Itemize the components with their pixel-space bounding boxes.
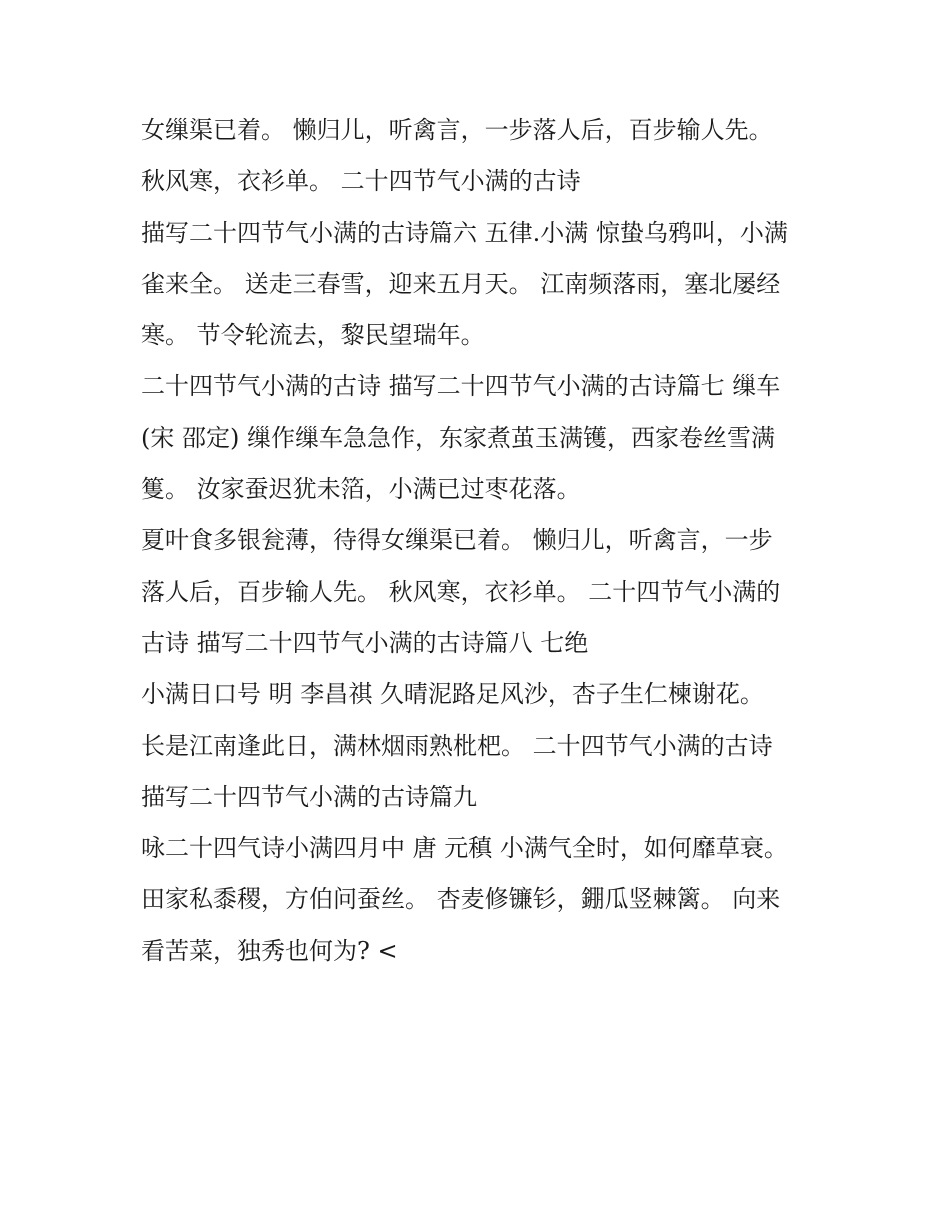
text-line: 寒。 节令轮流去，黎民望瑞年。 bbox=[141, 321, 485, 350]
text-line: 描写二十四节气小满的古诗篇九 bbox=[141, 782, 477, 811]
text-line: 看苦菜，独秀也何为? < bbox=[141, 936, 398, 965]
text-line: 秋风寒，衣衫单。 二十四节气小满的古诗 bbox=[141, 167, 581, 196]
text-line: 二十四节气小满的古诗 描写二十四节气小满的古诗篇七 缫车 bbox=[141, 372, 781, 401]
text-line: 落人后，百步输人先。 秋风寒，衣衫单。 二十四节气小满的 bbox=[141, 577, 781, 606]
text-line: 田家私黍稷，方伯问蚕丝。 杏麦修镰钐，錋瓜竖棘篱。 向来 bbox=[141, 885, 781, 914]
text-line: 古诗 描写二十四节气小满的古诗篇八 七绝 bbox=[141, 628, 589, 657]
text-line: 雀来全。 送走三春雪，迎来五月天。 江南频落雨，塞北屡经 bbox=[141, 269, 781, 298]
text-line: 篗。 汝家蚕迟犹未箔，小满已过枣花落。 bbox=[141, 475, 581, 504]
document-body bbox=[141, 105, 811, 977]
text-line: 女缫渠已着。 懒归儿，听禽言，一步落人后，百步输人先。 bbox=[141, 116, 773, 144]
text-line: 小满日口号 明 李昌祺 久晴泥路足风沙，杏子生仁楝谢花。 bbox=[141, 680, 764, 709]
text-line: 描写二十四节气小满的古诗篇六 五律.小满 惊蛰乌鸦叫，小满 bbox=[141, 218, 788, 247]
text-line: (宋 邵定) 缫作缫车急急作，东家煮茧玉满镬，西家卷丝雪满 bbox=[141, 423, 775, 452]
text-line: 咏二十四气诗小满四月中 唐 元稹 小满气全时，如何靡草衰。 bbox=[141, 834, 788, 863]
text-line: 长是江南逢此日，满林烟雨熟枇杷。 二十四节气小满的古诗 bbox=[141, 731, 773, 760]
text-line: 夏叶食多银瓮薄，待得女缫渠已着。 懒归儿，听禽言，一步 bbox=[141, 526, 773, 555]
